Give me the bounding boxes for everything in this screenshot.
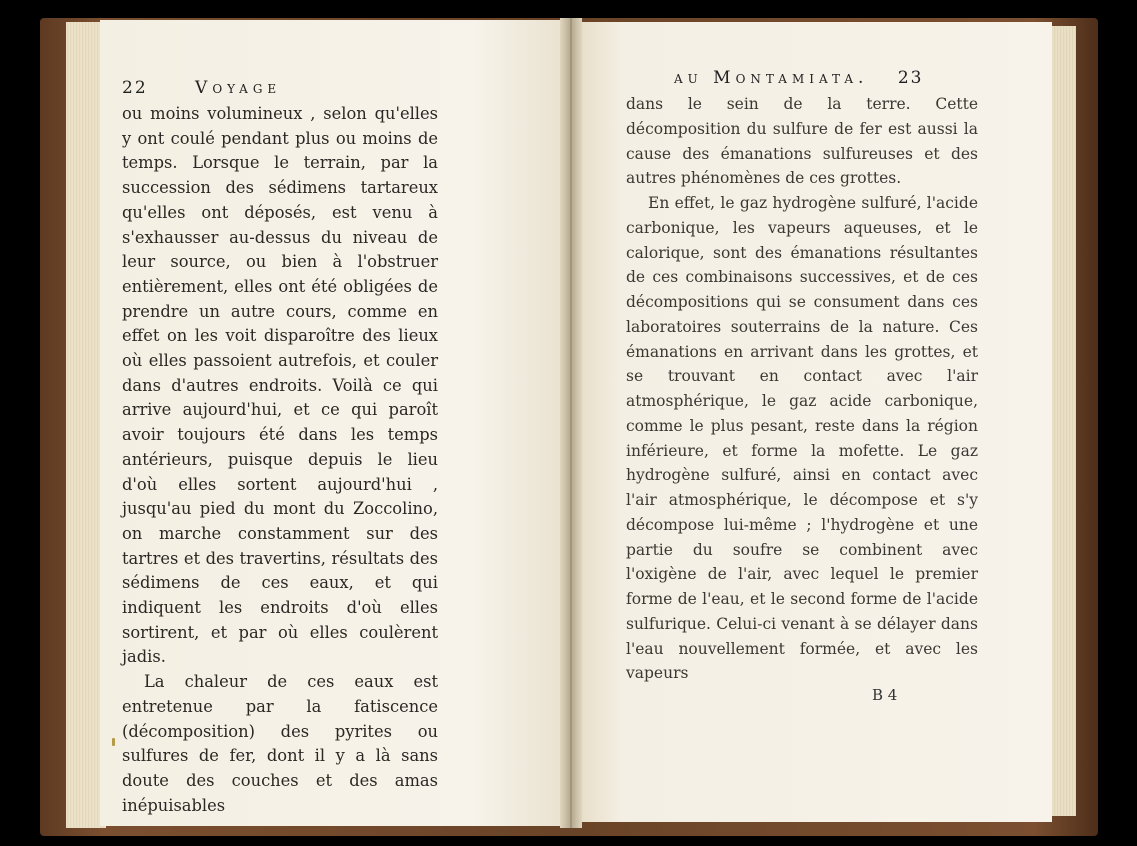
right-paragraph-2: En effet, le gaz hydrogène sulfuré, l'acide carbonique, les vapeurs aqueuses, et le calorique, sont des émanations résultantes de ces combinaisons successives, et de ces décompositions qui se consument dans ces laboratoires souterrains de la nature. Ces émanations en arrivant dans les grottes, et se trouvant en contact avec l'air atmosphérique, le gaz acide carbonique, comme le plus pesant, reste dans la région inférieure, et forme la mofette. Le gaz hydrogène sulfuré, ainsi en contact avec l'air atmosphérique, le décompose et s'y décompose lui-même ; l'hydrogène et une partie du soufre se combinent avec l'oxigène de l'air, avec lequel le premier forme de l'eau, et le second forme de l'acide sulfurique. Celui-ci venant à se délayer dans l'eau nouvellement formée, et avec les vapeurs: [626, 194, 978, 683]
book-gutter: [560, 18, 582, 828]
signature-mark: B 4: [872, 686, 898, 704]
left-running-head: Voyage: [195, 78, 282, 98]
right-page: [574, 22, 1052, 822]
right-page-text: [626, 92, 978, 686]
page-edges-right: [1050, 26, 1076, 816]
right-running-head: au Montamiata.: [674, 68, 869, 88]
left-page-header: [122, 78, 281, 98]
right-paragraph-1: dans le sein de la terre. Cette décomposition du sulfure de fer est aussi la cause des émanations sulfureuses et des autres phénomènes de ces grottes.: [626, 95, 978, 188]
left-paragraph-1: ou moins volumineux , selon qu'elles y ont coulé pendant plus ou moins de temps. Lorsque le terrain, par la succession des sédimens tartareux qu'elles ont déposés, est venu à s'exhausser au-dessus du niveau de leur source, ou bien à l'obstruer entièrement, elles ont été obligées de prendre un autre cours, comme en effet on les voit disparoître des lieux où elles passoient autrefois, et couler dans d'autres endroits. Voilà ce qui arrive aujourd'hui, et ce qui paroît avoir toujours été dans les temps antérieurs, puisque depuis le lieu d'où elles sortent aujourd'hui , jusqu'au pied du mont du Zoccolino, on marche constamment sur des tartres et des travertins, résultats des sédimens de ces eaux, et qui indiquent les endroits d'où elles sortirent, et par où elles coulèrent jadis.: [122, 104, 438, 667]
right-page-header: [674, 68, 923, 88]
right-page-number: 23: [897, 68, 924, 88]
left-page: [100, 20, 568, 826]
left-paragraph-2: La chaleur de ces eaux est entretenue par la fatiscence (décomposition) des pyrites ou sulfures de fer, dont il y a là sans doute des couches et des amas inépuisables: [122, 672, 438, 815]
left-page-number: 22: [122, 78, 148, 98]
left-page-text: [122, 102, 438, 818]
ink-mark: [112, 738, 115, 746]
